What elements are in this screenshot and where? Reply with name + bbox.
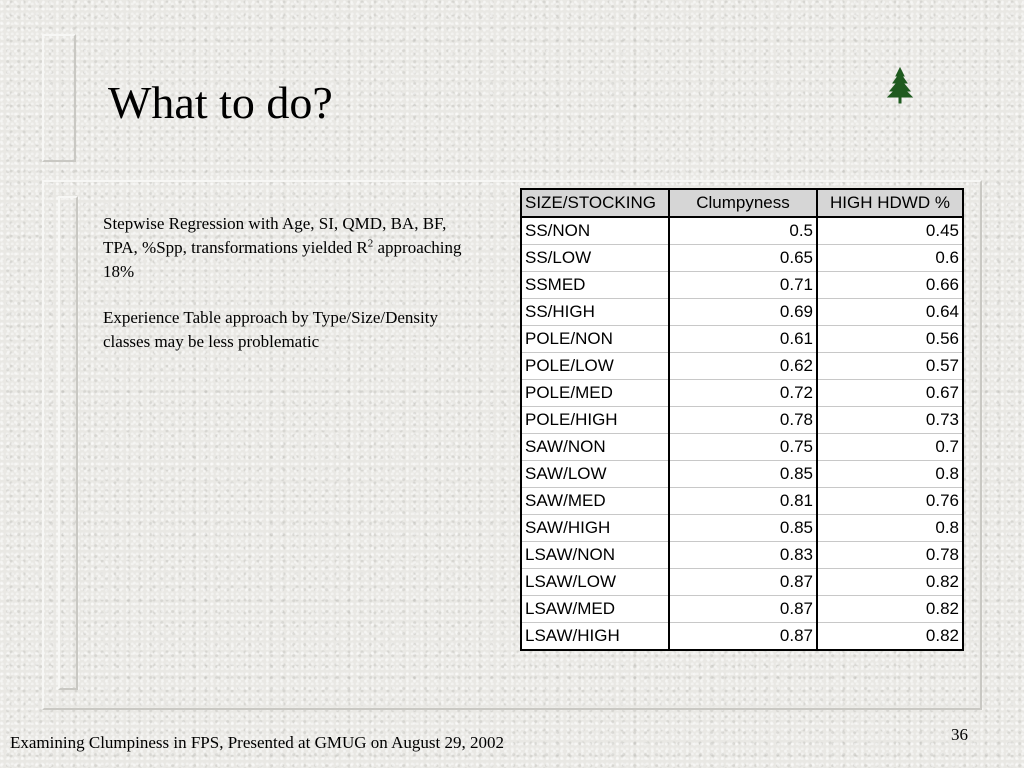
header-size-stocking: SIZE/STOCKING xyxy=(521,189,669,217)
decorative-frame-side xyxy=(58,196,78,690)
cell-clumpyness: 0.72 xyxy=(669,380,817,407)
cell-clumpyness: 0.71 xyxy=(669,272,817,299)
cell-size-stocking: POLE/NON xyxy=(521,326,669,353)
table-row xyxy=(521,434,963,461)
table-row xyxy=(521,488,963,515)
cell-size-stocking: LSAW/MED xyxy=(521,596,669,623)
header-high-hdwd: HIGH HDWD % xyxy=(817,189,963,217)
table-row xyxy=(521,596,963,623)
cell-clumpyness: 0.61 xyxy=(669,326,817,353)
cell-size-stocking: SSMED xyxy=(521,272,669,299)
table-row xyxy=(521,326,963,353)
cell-clumpyness: 0.81 xyxy=(669,488,817,515)
cell-high-hdwd: 0.6 xyxy=(817,245,963,272)
cell-clumpyness: 0.65 xyxy=(669,245,817,272)
cell-clumpyness: 0.85 xyxy=(669,461,817,488)
table-header-row xyxy=(521,189,963,217)
cell-clumpyness: 0.87 xyxy=(669,623,817,651)
cell-size-stocking: SS/NON xyxy=(521,217,669,245)
cell-size-stocking: POLE/MED xyxy=(521,380,669,407)
regression-paragraph: Stepwise Regression with Age, SI, QMD, BA, BF, TPA, %Spp, transformations yielded $R^2$ approaching 18% xyxy=(103,214,462,281)
cell-clumpyness: 0.5 xyxy=(669,217,817,245)
cell-clumpyness: 0.69 xyxy=(669,299,817,326)
cell-high-hdwd: 0.76 xyxy=(817,488,963,515)
cell-high-hdwd: 0.67 xyxy=(817,380,963,407)
cell-clumpyness: 0.75 xyxy=(669,434,817,461)
cell-size-stocking: SS/HIGH xyxy=(521,299,669,326)
table-row xyxy=(521,353,963,380)
table-row xyxy=(521,407,963,434)
cell-clumpyness: 0.62 xyxy=(669,353,817,380)
cell-high-hdwd: 0.82 xyxy=(817,596,963,623)
decorative-frame-top xyxy=(42,34,76,162)
cell-high-hdwd: 0.64 xyxy=(817,299,963,326)
cell-size-stocking: POLE/HIGH xyxy=(521,407,669,434)
cell-high-hdwd: 0.57 xyxy=(817,353,963,380)
table-row xyxy=(521,569,963,596)
header-clumpyness: Clumpyness xyxy=(669,189,817,217)
cell-high-hdwd: 0.78 xyxy=(817,542,963,569)
table-row xyxy=(521,515,963,542)
cell-size-stocking: SAW/LOW xyxy=(521,461,669,488)
cell-size-stocking: SAW/MED xyxy=(521,488,669,515)
cell-size-stocking: LSAW/LOW xyxy=(521,569,669,596)
experience-table-paragraph: Experience Table approach by Type/Size/Density classes may be less problematic xyxy=(103,308,438,351)
cell-clumpyness: 0.83 xyxy=(669,542,817,569)
cell-size-stocking: LSAW/NON xyxy=(521,542,669,569)
table-row xyxy=(521,245,963,272)
cell-clumpyness: 0.78 xyxy=(669,407,817,434)
table-row xyxy=(521,299,963,326)
cell-high-hdwd: 0.45 xyxy=(817,217,963,245)
cell-clumpyness: 0.87 xyxy=(669,569,817,596)
cell-clumpyness: 0.87 xyxy=(669,596,817,623)
table-row xyxy=(521,623,963,651)
cell-high-hdwd: 0.56 xyxy=(817,326,963,353)
cell-high-hdwd: 0.7 xyxy=(817,434,963,461)
table-row xyxy=(521,217,963,245)
cell-high-hdwd: 0.73 xyxy=(817,407,963,434)
cell-clumpyness: 0.85 xyxy=(669,515,817,542)
r-squared-superscript: 2 xyxy=(367,237,374,250)
pine-tree-icon xyxy=(885,66,915,104)
cell-high-hdwd: 0.82 xyxy=(817,569,963,596)
cell-size-stocking: SAW/NON xyxy=(521,434,669,461)
table-row xyxy=(521,461,963,488)
table-row xyxy=(521,380,963,407)
cell-high-hdwd: 0.82 xyxy=(817,623,963,651)
table-body xyxy=(521,217,963,650)
experience-table xyxy=(520,188,964,651)
cell-high-hdwd: 0.66 xyxy=(817,272,963,299)
cell-high-hdwd: 0.8 xyxy=(817,461,963,488)
slide-title: What to do? xyxy=(108,77,333,128)
cell-high-hdwd: 0.8 xyxy=(817,515,963,542)
page-number: 36 xyxy=(951,725,968,744)
table-row xyxy=(521,272,963,299)
cell-size-stocking: SAW/HIGH xyxy=(521,515,669,542)
cell-size-stocking: POLE/LOW xyxy=(521,353,669,380)
table-row xyxy=(521,542,963,569)
cell-size-stocking: LSAW/HIGH xyxy=(521,623,669,651)
slide-footer: Examining Clumpiness in FPS, Presented at GMUG on August 29, 2002 xyxy=(10,733,504,752)
cell-size-stocking: SS/LOW xyxy=(521,245,669,272)
slide-body xyxy=(103,212,463,376)
